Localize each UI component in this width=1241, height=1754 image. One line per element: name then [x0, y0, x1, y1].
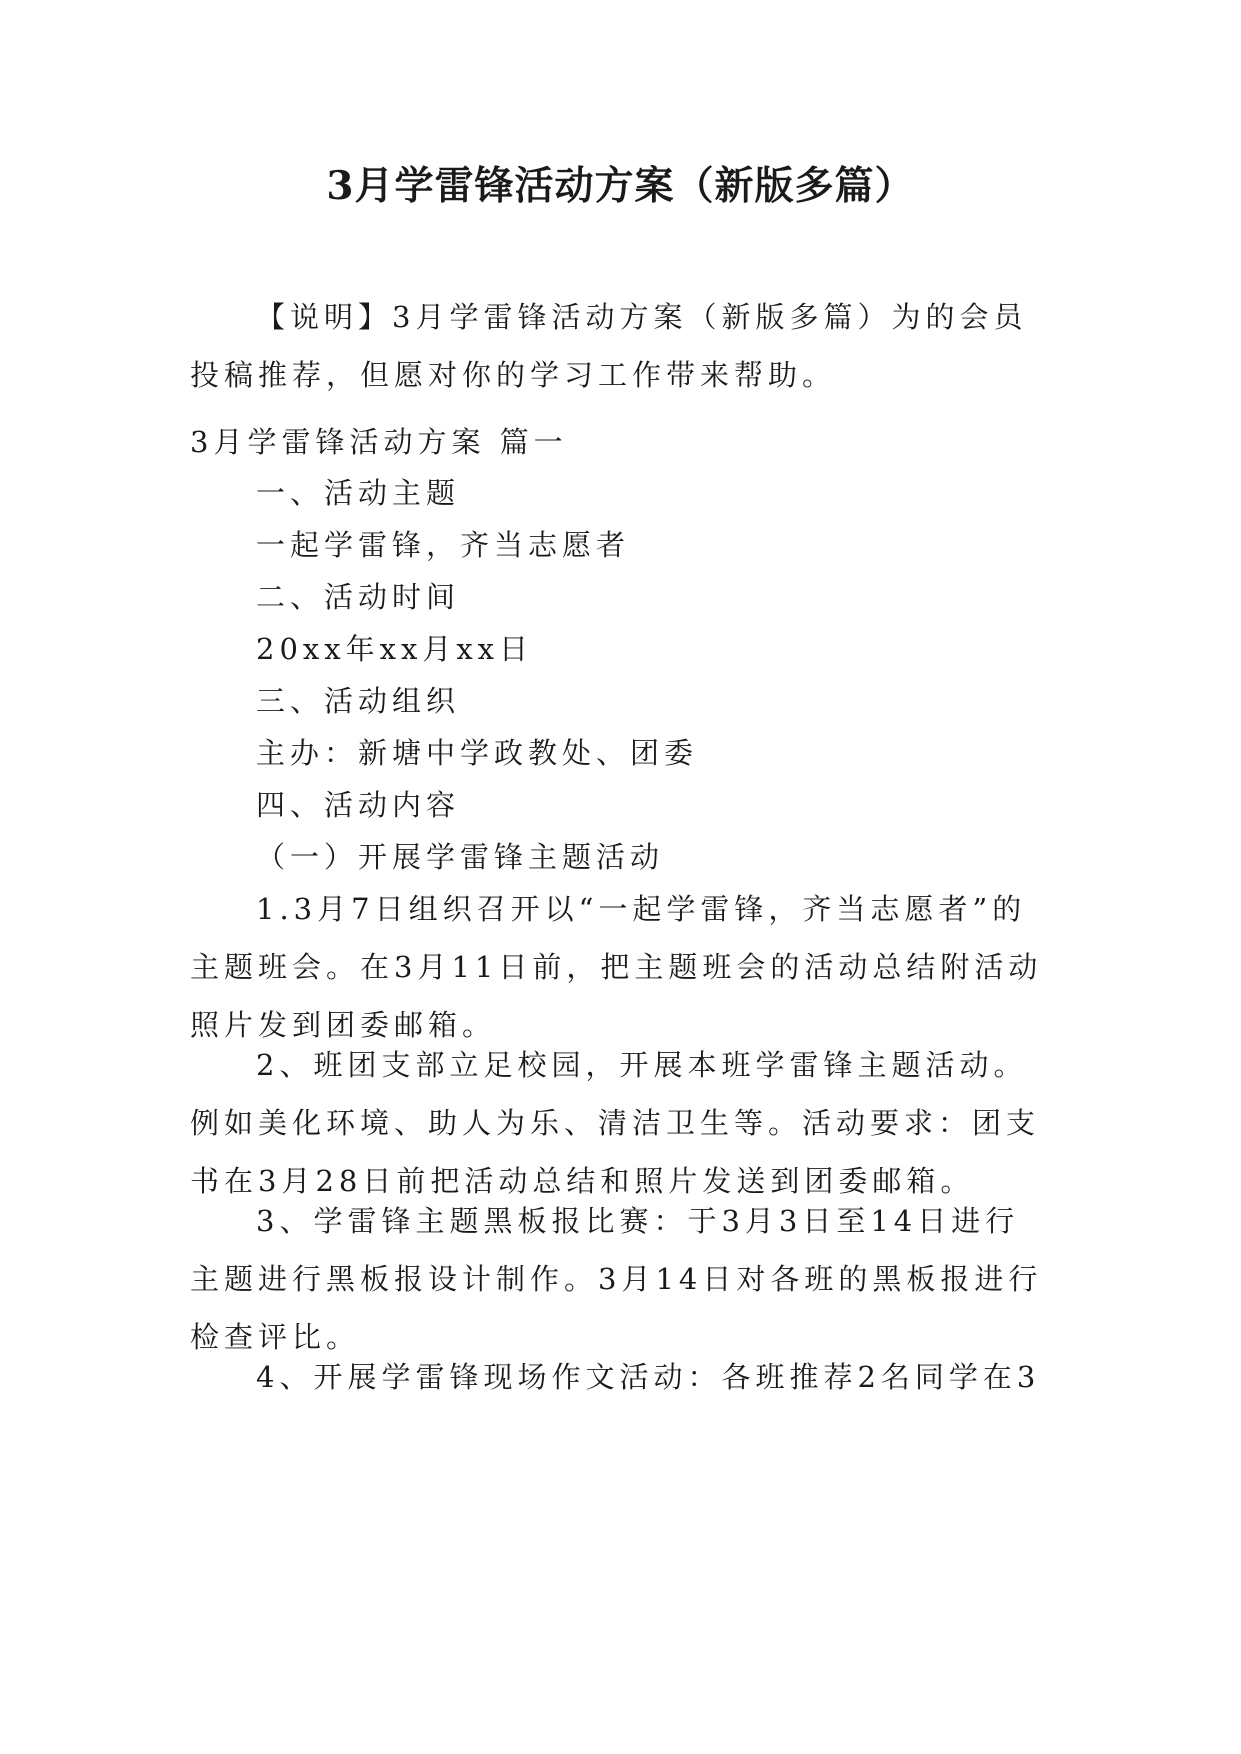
line-activity-theme: 一起学雷锋，齐当志愿者 — [256, 528, 631, 562]
document-title: 3月学雷锋活动方案（新版多篇） — [326, 163, 915, 209]
line-activity-theme-heading: 一、活动主题 — [256, 476, 461, 510]
line-activity-organization-heading: 三、活动组织 — [256, 684, 461, 718]
paragraph-item-4: 4、开展学雷锋现场作文活动：各班推荐2名同学在3 — [256, 1360, 1041, 1394]
paragraph-item-3: 3、学雷锋主题黑板报比赛：于3月3日至14日进行主题进行黑板报设计制作。3月14日对各班的黑板报进行检查评比。 — [190, 1204, 1043, 1354]
line-activity-time-heading: 二、活动时间 — [256, 580, 461, 614]
line-subsection-heading: （一）开展学雷锋主题活动 — [256, 840, 665, 874]
section-heading: 3月学雷锋活动方案 篇一 — [190, 425, 568, 459]
line-activity-time: 20xx年xx月xx日 — [256, 632, 534, 666]
paragraph-item-2: 2、班团支部立足校园，开展本班学雷锋主题活动。例如美化环境、助人为乐、清洁卫生等。活动要求：团支书在3月28日前把活动总结和照片发送到团委邮箱。 — [190, 1048, 1041, 1198]
intro-paragraph: 【说明】3月学雷锋活动方案（新版多篇）为的会员投稿推荐，但愿对你的学习工作带来帮助。 — [190, 300, 1028, 392]
paragraph-item-1: 1.3月7日组织召开以“一起学雷锋，齐当志愿者”的主题班会。在3月11日前，把主题班会的活动总结附活动照片发到团委邮箱。 — [190, 892, 1043, 1042]
line-activity-content-heading: 四、活动内容 — [256, 788, 461, 822]
line-activity-organizer: 主办：新塘中学政教处、团委 — [256, 736, 699, 770]
